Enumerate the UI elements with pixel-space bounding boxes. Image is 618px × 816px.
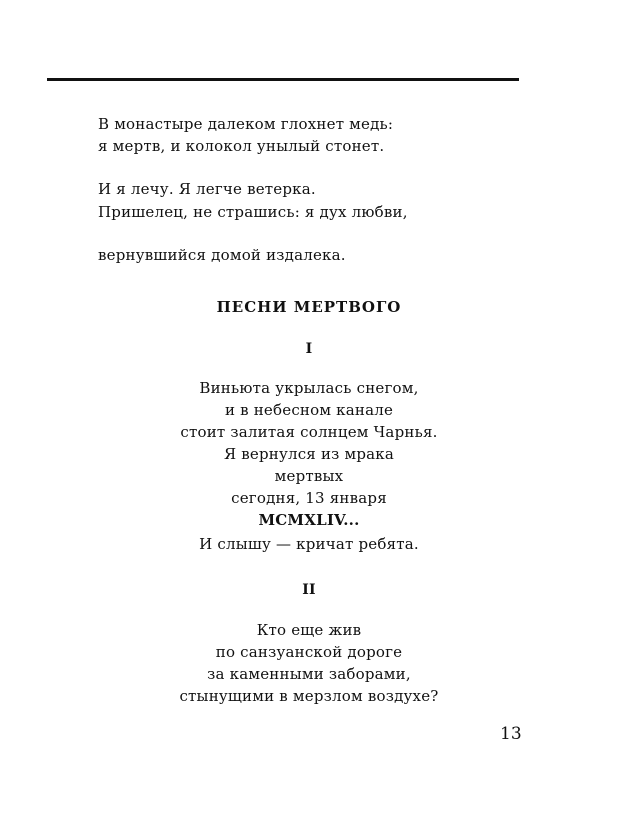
poem-line: стынущими в мерзлом воздухе? (179, 687, 439, 705)
poem-line: И я лечу. Я легче ветерка. (98, 180, 316, 198)
poem-line: и в небесном канале (224, 401, 394, 419)
poem-line: я мертв, и колокол унылый стонет. (98, 137, 385, 155)
poem-line: Кто еще жив (256, 621, 362, 639)
section-title: ПЕСНИ МЕРТВОГО (216, 298, 402, 316)
page-number: 13 (500, 724, 522, 744)
poem-line: MCMXLIV... (258, 511, 360, 529)
poem-line: Я вернулся из мрака (223, 445, 395, 463)
part-numeral: I (305, 341, 313, 357)
poem-line: по санзуанской дороге (215, 643, 403, 661)
poem-line: за каменными заборами, (207, 665, 411, 683)
poem-line: стоит залитая солнцем Чарнья. (180, 423, 438, 441)
poem-line: В монастыре далеком глохнет медь: (98, 115, 394, 133)
poem-line: вернувшийся домой издалека. (98, 246, 346, 264)
poem-line: Виньюта укрылась снегом, (199, 379, 419, 397)
poem-line: И слышу — кричат ребята. (199, 535, 419, 553)
poem-line: сегодня, 13 января (231, 489, 387, 507)
poem-line: Пришелец, не страшись: я дух любви, (98, 203, 408, 221)
part-numeral: II (302, 582, 316, 598)
poem-line: мертвых (274, 467, 344, 485)
header-rule (47, 78, 519, 81)
